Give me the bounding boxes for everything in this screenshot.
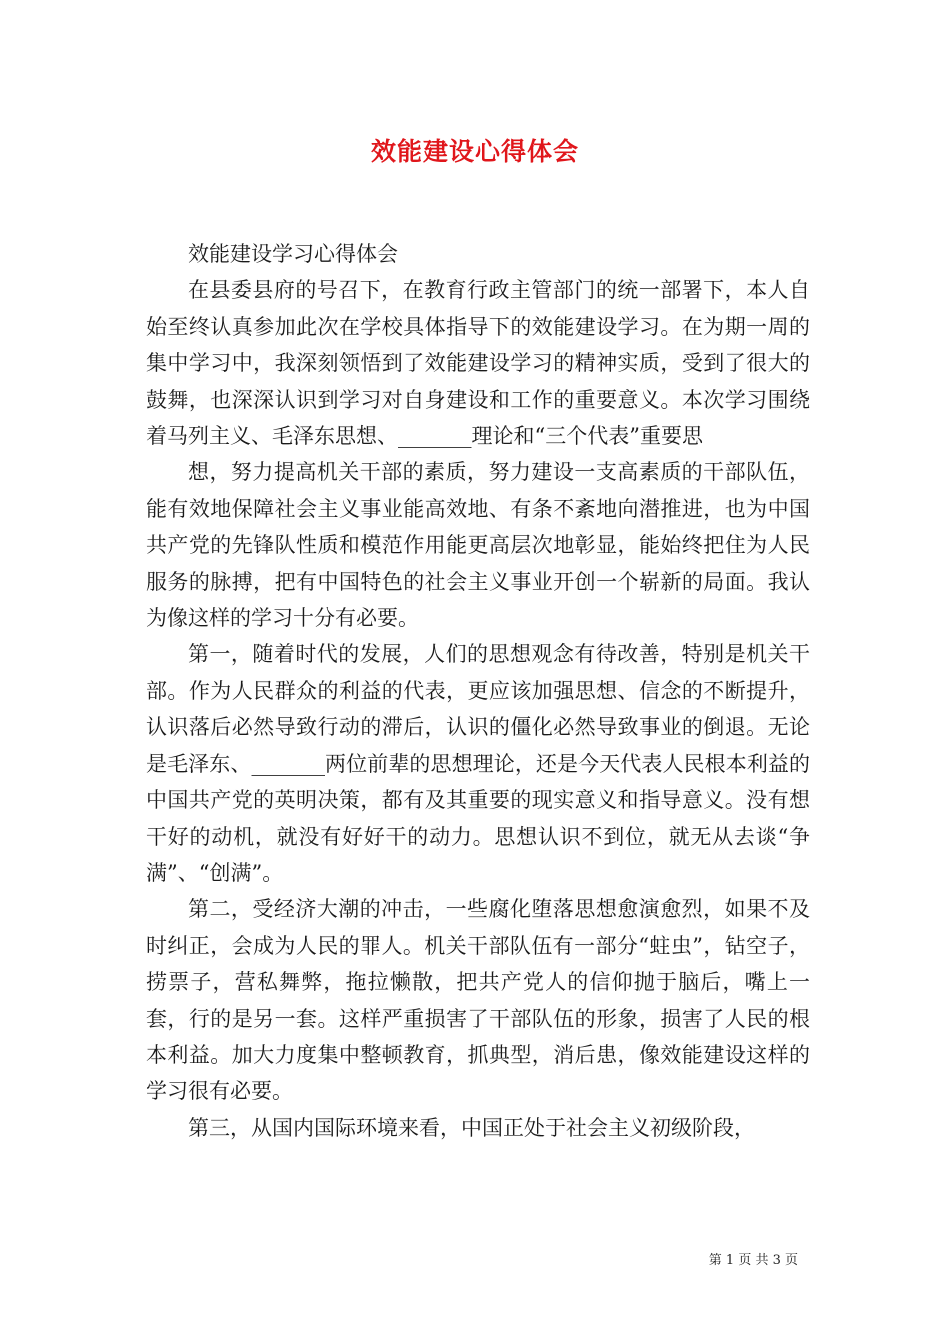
paragraph-4: 第二，受经济大潮的冲击，一些腐化堕落思想愈演愈烈，如果不及时纠正，会成为人民的罪人。机关干部队伍有一部分“蛀虫”，钻空子，捞票子，营私舞弊，拖拉懒散，把共产党人的信仰抛于脑后，嘴上一套，行的是另一套。这样严重损害了干部队伍的形象，损害了人民的根本利益。加大力度集中整顿教育，抓典型，消后患，像效能建设这样的学习很有必要。 — [146, 897, 810, 1104]
paragraph-5: 第三，从国内国际环境来看，中国正处于社会主义初级阶段， — [188, 1115, 755, 1140]
document-body — [146, 236, 810, 1146]
paragraph-3: 第一，随着时代的发展，人们的思想观念有待改善，特别是机关干部。作为人民群众的利益的代表，更应该加强思想、信念的不断提升，认识落后必然导致行动的滞后，认识的僵化必然导致事业的倒退。无论是毛泽东、_______两位前辈的思想理论，还是今天代表人民根本利益的中国共产党的英明决策，都有及其重要的现实意义和指导意义。没有想干好的动机，就没有好好干的动力。思想认识不到位，就无从去谈“争满”、“创满”。 — [146, 642, 810, 885]
paragraph-2: 想，努力提高机关干部的素质，努力建设一支高素质的干部队伍，能有效地保障社会主义事业能高效地、有条不紊地向潜推进，也为中国共产党的先锋队性质和模范作用能更高层次地彰显，能始终把住为人民服务的脉搏，把有中国特色的社会主义事业开创一个崭新的局面。我认为像这样的学习十分有必要。 — [146, 460, 810, 631]
paragraph-1: 在县委县府的号召下，在教育行政主管部门的统一部署下，本人自始至终认真参加此次在学校具体指导下的效能建设学习。在为期一周的集中学习中，我深刻领悟到了效能建设学习的精神实质，受到了很大的鼓舞，也深深认识到学习对自身建设和工作的重要意义。本次学习围绕着马列主义、毛泽东思想、_______理论和“三个代表”重要思 — [146, 278, 810, 449]
page-number: 第 1 页 共 3 页 — [708, 1253, 798, 1268]
document-subtitle: 效能建设学习心得体会 — [188, 242, 398, 266]
page-title: 效能建设心得体会 — [370, 137, 579, 166]
